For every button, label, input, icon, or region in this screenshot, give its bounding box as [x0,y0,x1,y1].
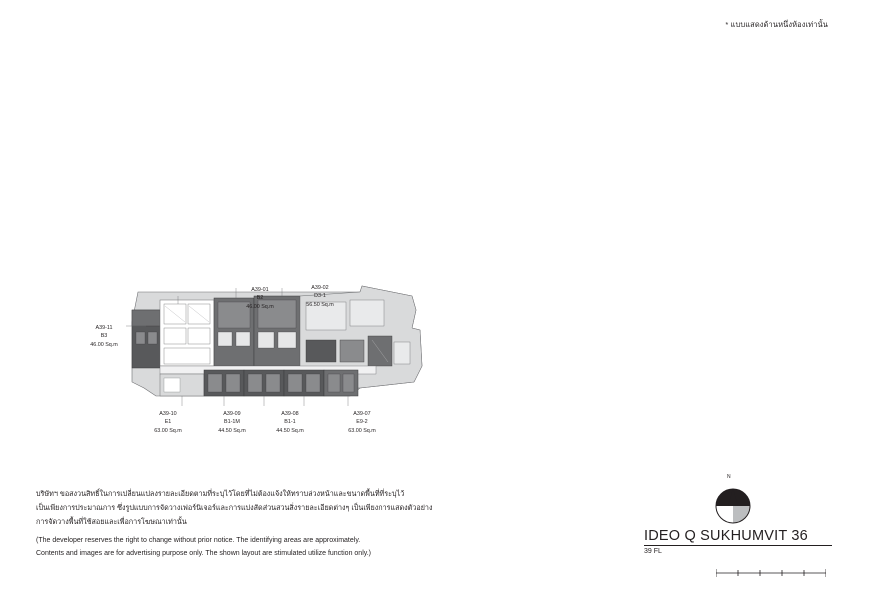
disclaimer-english [36,535,556,561]
unit-area: 44.50 Sq.m [218,427,246,434]
disclaimer-thai-line-2: เป็นเพียงการประมาณการ ซึ่งรูปแบบการจัดวางเฟอร์นิเจอร์และการแบ่งสัดส่วนสวนสิ่งรายละเอียดต่างๆ เป็นเพียงการแสดงตัวอย่าง [36,503,433,513]
top-right-note: * แบบแสดงด้านหนึ่งห้องเท่านั้น [725,20,828,29]
unit-area: 46.00 Sq.m [90,341,118,348]
unit-label-a39-10 [138,410,198,435]
project-floor-label: 39 FL [644,548,662,555]
unit-code: A39-02 [311,285,329,291]
disclaimer-thai [36,487,556,529]
unit-code: A39-08 [281,411,299,417]
unit-code: A39-11 [95,325,113,331]
unit-code: A39-09 [223,411,241,417]
unit-code: A39-10 [159,411,177,417]
compass-north-label: N [727,474,731,480]
unit-type: B1-1 [284,419,296,426]
unit-type: E1 [164,419,172,426]
disclaimer-eng-line-1: (The developer reserves the right to change without prior notice. The identifying areas are approximately. [36,537,361,545]
project-title: IDEO Q SUKHUMVIT 36 [644,528,808,544]
unit-area: 46.00 Sq.m [246,303,274,310]
unit-area: 63.00 Sq.m [154,427,182,434]
unit-area: 63.00 Sq.m [348,427,376,434]
unit-area: 44.50 Sq.m [276,427,304,434]
unit-label-a39-09 [200,410,264,435]
unit-type: D3-1 [314,293,326,300]
unit-label-a39-07 [330,410,394,435]
project-info-block [644,474,834,583]
unit-label-a39-08 [258,410,322,435]
disclaimer-block [36,487,556,561]
unit-label-a39-11 [72,324,136,349]
unit-type: E9-2 [356,419,368,426]
unit-type: B2 [256,295,264,302]
unit-area: 56.50 Sq.m [306,301,334,308]
compass-icon [706,482,760,531]
disclaimer-thai-line-3: การจัดวางพื้นที่ใช้สอยและเพื่อการโฆษณาเท่านั้น [36,517,187,527]
unit-type: B3 [100,333,108,340]
scale-bar [716,565,834,583]
project-divider [644,545,832,546]
compass-wrapper [644,474,834,526]
unit-type: B1-1M [224,419,240,426]
unit-code: A39-07 [353,411,371,417]
unit-label-a39-02 [288,284,352,309]
unit-label-a39-01 [230,286,290,311]
disclaimer-thai-line-1: บริษัทฯ ขอสงวนสิทธิ์ในการเปลี่ยนแปลงรายละเอียดตามที่ระบุไว้โดยที่ไม่ต้องแจ้งให้ทราบล่วงหน้าและขนาดพื้นที่ที่ระบุไว้ [36,489,405,498]
disclaimer-eng-line-2: Contents and images are for advertising purpose only. The shown layout are stimulated utilize function only.) [36,550,372,558]
unit-code: A39-01 [251,287,269,293]
